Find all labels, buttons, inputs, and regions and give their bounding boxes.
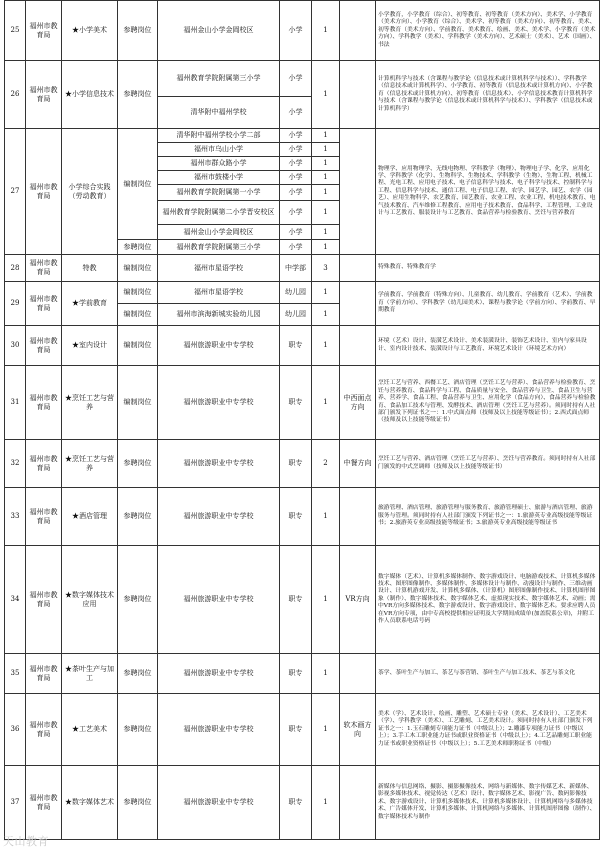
direction-cell: 中餐方向 xyxy=(340,440,376,488)
school-cell: 清华附中福州学校 xyxy=(158,97,280,129)
count-cell: 1 xyxy=(312,766,340,840)
table-row xyxy=(5,61,600,97)
school-cell: 福州市鼓楼小学 xyxy=(158,171,280,185)
subject-cell: ★烹饪工艺与营养 xyxy=(62,440,118,488)
school-cell: 福州旅游职业中专学校 xyxy=(158,694,280,766)
post-type-cell: 参聘岗位 xyxy=(118,488,158,546)
org-cell: 福州市教育局 xyxy=(26,654,62,694)
requirements-cell: 数字媒体（艺术）、计算机多媒体制作、数字游戏设计、电脑游戏技术、计算机多媒体技术、图形图像制作、多媒体制作、多媒体设计与制作、动漫设计与制作、三维动画设计、计算机游戏开发、计算机多媒体、（计算机）图形图像制作技术、计算机图形图象（制作）、数字媒体技术、数字媒体艺术、虚拟现实技术、数字媒体艺术、动画；需中VR方向多媒体技术、数字游戏设计、数字游戏设计、数字媒体艺术。要求应聘人员在VR方向专项，由中专高校提供相应证明及大学期间成绩单(加盖院系公章)，并附工作人员联系电话号码 xyxy=(376,546,600,654)
post-type-cell: 参聘岗位 xyxy=(118,654,158,694)
school-cell: 福州旅游职业中专学校 xyxy=(158,440,280,488)
org-cell: 福州市教育局 xyxy=(26,694,62,766)
direction-cell: VR方向 xyxy=(340,546,376,654)
row-number: 34 xyxy=(5,546,26,654)
count-cell: 1 xyxy=(312,488,340,546)
requirements-cell: 物理学、应用物理学、无线电物理、学科教学（物理）、物理电子学、化学、应用化学、学科教学（化学）、生物科学、生物技术、学科教学（生物）、生物工程、机械工程、光电工程、应用电子技术、电子信息科学与技术、电子科学与技术、控制科学与工程、信息科学与技术、通信工程、电子信息工程、农学、园艺学、园艺、农学（园艺）、应用生物科学、农艺教育、园艺教育、农业工程、农业工程、机电技术教育、电气技术教育、汽车维修工程教育、应用电子技术教育、食品科学、工程管理、工业设计与工艺教育、服装设计与工艺教育、食品营养与检验教育、烹饪与营养教育 xyxy=(376,129,600,255)
school-cell: 福州教育学院附属第三小学 xyxy=(158,240,280,255)
requirements-cell: 烹饪工艺与营养、西餐工艺、酒店管理（烹饪工艺与营养）、食品营养与检验教育、烹饪与营养教育、食品科学与工程、食品质量与安全、食品营养与卫生、食品卫生与营养、营养学、食品工程、食品营养与卫生、应用化学（食品方向）、食品营养与检验教育、食品加工技术与管理、发酵技术、酒店管理（烹饪工艺与营养）。须同时持有人社部门颁发下列证书之一：1.中式面点师（技师及以上技能等级证书）；2.西式面点师（技师及以上技能等级证书） xyxy=(376,366,600,440)
direction-cell xyxy=(340,326,376,366)
school-cell: 福州金山小学金岡校区 xyxy=(158,1,280,61)
row-number: 28 xyxy=(5,255,26,282)
school-cell: 福州教育学院附属第三小学 xyxy=(158,61,280,97)
row-number: 27 xyxy=(5,129,26,255)
requirements-cell: 美术（学）、艺术设计、绘画、雕塑、艺术硕士专业（美术、艺术设计）、工艺美术（学）、学科教学（美术）、工艺雕刻、工艺美术设计。须同时持有人社部门颁发下列证书之一：1.玉石雕刻专项能力证书（中级以上）；2.雕漆专项能力证书（中级以上）；3.手工木工职业能力证书或职业资格证书（中级以上）；4.工艺品雕刻工职业能力证书或职业资格证书（中级以上）；5.工艺美术师职称证书（中级） xyxy=(376,694,600,766)
subject-cell: ★小学美术 xyxy=(62,1,118,61)
post-type-cell: 编制岗位 xyxy=(118,366,158,440)
subject-cell: ★酒店管理 xyxy=(62,488,118,546)
count-cell: 3 xyxy=(312,255,340,282)
post-type-cell: 参聘岗位 xyxy=(118,694,158,766)
table-row xyxy=(5,488,600,546)
subject-cell: 特教 xyxy=(62,255,118,282)
watermark: 天山教育 xyxy=(3,835,49,848)
count-cell: 2 xyxy=(312,440,340,488)
count-cell: 1 xyxy=(312,225,340,240)
count-cell: 1 xyxy=(312,694,340,766)
row-number: 32 xyxy=(5,440,26,488)
requirements-cell: 特殊教育、特殊教育学 xyxy=(376,255,600,282)
school-cell: 福州旅游职业中专学校 xyxy=(158,488,280,546)
level-cell: 小学 xyxy=(280,61,312,97)
row-number: 25 xyxy=(5,1,26,61)
school-cell: 福州旅游职业中专学校 xyxy=(158,546,280,654)
subject-cell: ★茶叶生产与加工 xyxy=(62,654,118,694)
school-cell: 福州市滨海新城实验幼儿园 xyxy=(158,304,280,326)
school-cell: 福州旅游职业中专学校 xyxy=(158,326,280,366)
count-cell: 1 xyxy=(312,326,340,366)
subject-cell: ★工艺美术 xyxy=(62,694,118,766)
level-cell: 小学 xyxy=(280,143,312,157)
direction-cell: 软木画方向 xyxy=(340,694,376,766)
post-type-cell: 编制岗位 xyxy=(118,255,158,282)
table-row xyxy=(5,129,600,143)
recruitment-table xyxy=(4,0,600,840)
count-cell: 1 xyxy=(312,185,340,201)
level-cell: 小学 xyxy=(280,185,312,201)
table-row xyxy=(5,694,600,766)
org-cell: 福州市教育局 xyxy=(26,546,62,654)
level-cell: 小学 xyxy=(280,240,312,255)
org-cell: 福州市教育局 xyxy=(26,282,62,326)
count-cell: 1 xyxy=(312,304,340,326)
post-type-cell: 参聘岗位 xyxy=(118,240,158,255)
table-row xyxy=(5,255,600,282)
requirements-cell: 小学教育，小学教育（综合）、初等教育、初等教育（美术方向）、美术学、小学教育（美术方向）、小学教育（综合）、美术学、初等教育（美术方向）、初等教育、美术、初等教育（美术方向）、学前教育、美术教育、绘画、美术、美术学、小学教育（美术方向）、学科教学（美术）、学科教学（美术方向）、艺术硕士（美术）、艺术（国画）、书法 xyxy=(376,1,600,61)
row-number: 26 xyxy=(5,61,26,129)
count-cell: 1 xyxy=(312,366,340,440)
school-cell: 福州市乌山小学 xyxy=(158,143,280,157)
post-type-cell: 参聘岗位 xyxy=(118,546,158,654)
count-cell: 1 xyxy=(312,143,340,157)
level-cell: 职专 xyxy=(280,766,312,840)
table-row xyxy=(5,282,600,304)
post-type-cell: 参聘岗位 xyxy=(118,61,158,129)
subject-cell: 小学综合实践（劳动教育） xyxy=(62,129,118,255)
level-cell: 幼儿园 xyxy=(280,282,312,304)
post-type-cell: 参聘岗位 xyxy=(118,440,158,488)
level-cell: 小学 xyxy=(280,157,312,171)
school-cell: 福州市星语学校 xyxy=(158,255,280,282)
level-cell: 职专 xyxy=(280,546,312,654)
post-type-cell: 编制岗位 xyxy=(118,304,158,326)
count-cell: 1 xyxy=(312,282,340,304)
row-number: 31 xyxy=(5,366,26,440)
direction-cell xyxy=(340,654,376,694)
org-cell: 福州市教育局 xyxy=(26,440,62,488)
table-row xyxy=(5,766,600,840)
org-cell: 福州市教育局 xyxy=(26,1,62,61)
level-cell: 职专 xyxy=(280,488,312,546)
post-type-cell: 参聘岗位 xyxy=(118,1,158,61)
level-cell: 职专 xyxy=(280,440,312,488)
requirements-cell: 旅游管理、酒店管理、旅游管理与服务教育、旅游管理硕士、旅游与酒店管理、旅游服务与管理。须同时持有人社部门颁发下列证书之一：1.旅游英专业高级技能等级证书；2.旅游英专业高级技能等级证书；3.旅游英专业高级技能等级证书 xyxy=(376,488,600,546)
level-cell: 小学 xyxy=(280,225,312,240)
direction-cell xyxy=(340,61,376,129)
table-row xyxy=(5,1,600,61)
direction-cell xyxy=(340,488,376,546)
row-number: 29 xyxy=(5,282,26,326)
post-type-cell: 参聘岗位 xyxy=(118,766,158,840)
subject-cell: ★烹饪工艺与营养 xyxy=(62,366,118,440)
level-cell: 幼儿园 xyxy=(280,304,312,326)
row-number: 33 xyxy=(5,488,26,546)
row-number: 36 xyxy=(5,694,26,766)
school-cell: 清华附中福州学校小学二部 xyxy=(158,129,280,143)
count-cell: 1 xyxy=(312,171,340,185)
row-number: 30 xyxy=(5,326,26,366)
org-cell: 福州市教育局 xyxy=(26,488,62,546)
school-cell: 福州教育学院附属第二小学晋安校区 xyxy=(158,201,280,225)
subject-cell: ★数字媒体技术应用 xyxy=(62,546,118,654)
org-cell: 福州市教育局 xyxy=(26,766,62,840)
requirements-cell: 计算机科学与技术（含课程与教学论（信息技术或计算机科学与技术））、学科教学（信息技术或计算机科学）、小学教育、初等教育（信息技术或计算机方向）、小学教育（信息技术或计算机方向）、初等教育（信息技术）、小学信息技术教育计算机科学与技术（含课程与教学论（信息技术或计算机科学与技术））、学科教学（信息技术或计算机科学） xyxy=(376,61,600,129)
table-row xyxy=(5,546,600,654)
count-cell: 1 xyxy=(312,201,340,225)
requirements-cell: 烹饪工艺与营养、酒店管理（烹饪工艺与营养）、烹饪与营养教育。须同时持有人社部门颁发的中式烹调师（技师及以上技能等级证书） xyxy=(376,440,600,488)
requirements-cell: 学前教育、学前教育（特殊方向）、儿童教育、幼儿教育、学前教育（艺术）、学前教育（学前方向）、学科教学（幼儿园美术）、课程与教学论（学前方向）、学前教育、早期教育 xyxy=(376,282,600,326)
subject-cell: ★数字媒体艺术 xyxy=(62,766,118,840)
level-cell: 小学 xyxy=(280,171,312,185)
level-cell: 职专 xyxy=(280,366,312,440)
count-cell: 1 xyxy=(312,129,340,143)
post-type-cell: 编制岗位 xyxy=(118,326,158,366)
requirements-cell: 环境（艺术）设计、装潢艺术设计、美术装潢设计、装饰艺术设计、室内与家具设计、室内设计技术、装潢设计与工艺教育、环境艺术设计（环境艺术方向） xyxy=(376,326,600,366)
org-cell: 福州市教育局 xyxy=(26,61,62,129)
requirements-cell: 新媒体与信息网络、摄影、摄影摄像技术、网络与新媒体、数字传媒艺术、新媒体、影视多媒体技术、视觉传达（艺术）设计、数字媒体艺术、影视广告、数码影像技术、数字游戏设计、计算机多媒体技术、计算机多媒体设计、计算机网络与多媒体技术、广告媒体开发、计算机多媒体、计算机网络与多媒体、计算机图形图像（制作）、数字媒体技术与制作 xyxy=(376,766,600,840)
direction-cell xyxy=(340,1,376,61)
count-cell: 1 xyxy=(312,546,340,654)
school-cell: 福州旅游职业中专学校 xyxy=(158,654,280,694)
table-row xyxy=(5,440,600,488)
level-cell: 小学 xyxy=(280,97,312,129)
subject-cell: ★小学信息技术 xyxy=(62,61,118,129)
level-cell: 职专 xyxy=(280,654,312,694)
count-cell: 1 xyxy=(312,61,340,129)
level-cell: 小学 xyxy=(280,201,312,225)
count-cell: 1 xyxy=(312,1,340,61)
level-cell: 中学部 xyxy=(280,255,312,282)
level-cell: 小学 xyxy=(280,1,312,61)
school-cell: 福州金山小学金岡校区 xyxy=(158,225,280,240)
direction-cell xyxy=(340,129,376,255)
level-cell: 职专 xyxy=(280,326,312,366)
table-row xyxy=(5,326,600,366)
school-cell: 福州旅游职业中专学校 xyxy=(158,766,280,840)
school-cell: 福州市星语学校 xyxy=(158,282,280,304)
direction-cell xyxy=(340,766,376,840)
school-cell: 福州旅游职业中专学校 xyxy=(158,366,280,440)
requirements-cell: 茶学、茶叶生产与加工、茶艺与茶营销、茶叶生产与加工技术、茶艺与茶文化 xyxy=(376,654,600,694)
org-cell: 福州市教育局 xyxy=(26,326,62,366)
count-cell: 1 xyxy=(312,157,340,171)
school-cell: 福州市群众路小学 xyxy=(158,157,280,171)
level-cell: 小学 xyxy=(280,129,312,143)
row-number: 37 xyxy=(5,766,26,840)
org-cell: 福州市教育局 xyxy=(26,366,62,440)
level-cell: 职专 xyxy=(280,694,312,766)
org-cell: 福州市教育局 xyxy=(26,129,62,255)
post-type-cell: 编制岗位 xyxy=(118,129,158,240)
table-row xyxy=(5,366,600,440)
table-row xyxy=(5,654,600,694)
direction-cell xyxy=(340,255,376,282)
subject-cell: ★室内设计 xyxy=(62,326,118,366)
org-cell: 福州市教育局 xyxy=(26,255,62,282)
direction-cell: 中西面点方向 xyxy=(340,366,376,440)
row-number: 35 xyxy=(5,654,26,694)
subject-cell: ★学前教育 xyxy=(62,282,118,326)
post-type-cell: 编制岗位 xyxy=(118,282,158,304)
count-cell: 1 xyxy=(312,240,340,255)
school-cell: 福州教育学院附属第一小学 xyxy=(158,185,280,201)
direction-cell xyxy=(340,282,376,326)
count-cell: 1 xyxy=(312,654,340,694)
